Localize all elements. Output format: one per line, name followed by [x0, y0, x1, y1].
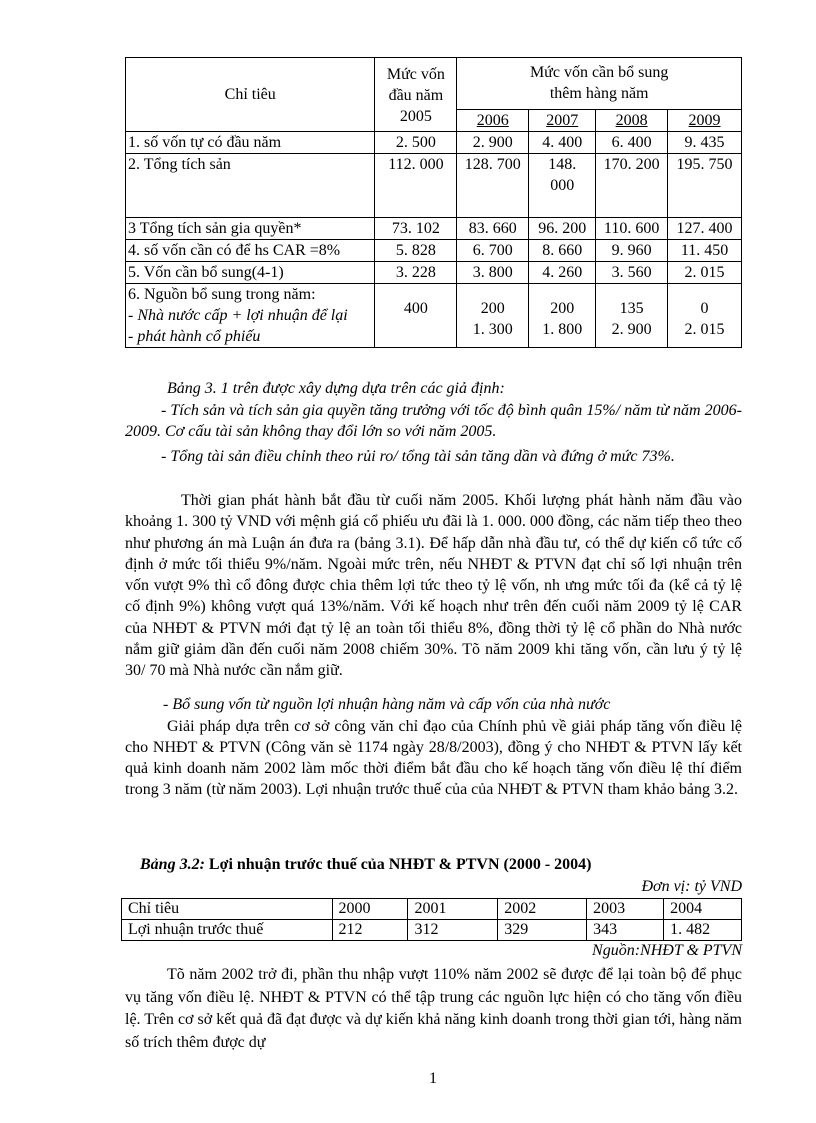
header-base-capital: Mức vốn đầu năm 2005: [375, 58, 457, 132]
header-cell: 2002: [498, 899, 587, 920]
year-header: 2006: [457, 110, 529, 132]
cell-value: 11. 450: [668, 240, 742, 262]
cell-value: 4. 400: [529, 132, 596, 154]
cell-value: 2. 015: [668, 262, 742, 284]
cell-value: 127. 400: [668, 218, 742, 240]
cell-value: 343: [587, 920, 664, 941]
cell-value: 6. 700: [457, 240, 529, 262]
header-cell: 2004: [664, 899, 742, 920]
section-subheading: - Bổ sung vốn từ nguồn lợi nhuận hàng năm và cấp vốn của nhà nước: [163, 696, 611, 713]
cell-value: 0 2. 015: [668, 284, 742, 348]
header-indicator: Chỉ tiêu: [126, 58, 375, 132]
unit-label: Đơn vị: tỷ VND: [641, 878, 742, 895]
cell-value: 112. 000: [375, 154, 457, 218]
cell-value: 6. 400: [596, 132, 668, 154]
cell-value: 128. 700: [457, 154, 529, 218]
table-caption: Bảng 3.2: Lợi nhuận trước thuế của NHĐT & PTVN (2000 - 2004): [140, 856, 592, 873]
table-row: [126, 240, 742, 262]
note-assumption-1: - Tích sản và tích sản gia quyền tăng trưởng với tốc độ bình quân 15%/ năm từ năm 2006-2009. Cơ cấu tài sản không thay đổi lớn so với năm 2005.: [125, 402, 742, 440]
cell-value: 73. 102: [375, 218, 457, 240]
table-row: [122, 920, 742, 941]
cell-value: 83. 660: [457, 218, 529, 240]
profit-table: [121, 898, 742, 941]
cell-value: 110. 600: [596, 218, 668, 240]
row-label: 2. Tổng tích sản: [126, 154, 375, 218]
table-row: [126, 154, 742, 218]
table-header-row: [126, 58, 742, 110]
cell-value: 5. 828: [375, 240, 457, 262]
row-label-sources: 6. Nguồn bổ sung trong năm: - Nhà nước cấp + lợi nhuận để lại - phát hành cổ phiếu: [126, 284, 375, 348]
cell-value: 4. 260: [529, 262, 596, 284]
cell-value: 135 2. 900: [596, 284, 668, 348]
cell-value: 200 1. 800: [529, 284, 596, 348]
cell-value: 96. 200: [529, 218, 596, 240]
cell-value: 1. 482: [664, 920, 742, 941]
paragraph-solution: Giải pháp dựa trên cơ sở công văn chỉ đạo của Chính phủ về giải pháp tăng vốn điều lệ cho NHĐT & PTVN (Công văn sè 1174 ngày 28/8/2003), đồng ý cho NHĐT & PTVN lấy kết quả kinh doanh năm 2002 làm mốc thời điểm bắt đầu cho kế hoạch tăng vốn điều lệ thí điểm trong 3 năm (từ năm 2003). Lợi nhuận trước thuế của của NHĐT & PTVN tham khảo bảng 3.2.: [125, 718, 742, 798]
cell-value: 8. 660: [529, 240, 596, 262]
header-additional-capital: Mức vốn cần bổ sung thêm hàng năm: [457, 58, 742, 110]
row-label: Lợi nhuận trước thuế: [122, 920, 333, 941]
table-row: [126, 284, 742, 348]
cell-value: 170. 200: [596, 154, 668, 218]
row-label: 1. số vốn tự có đầu năm: [126, 132, 375, 154]
cell-value: 3. 228: [375, 262, 457, 284]
year-header: 2007: [529, 110, 596, 132]
cell-value: 9. 960: [596, 240, 668, 262]
header-cell: 2001: [408, 899, 498, 920]
cell-value: 212: [332, 920, 408, 941]
note-assumption-2: - Tổng tài sản điều chỉnh theo rủi ro/ tổng tài sản tăng dần và đứng ở mức 73%.: [161, 448, 675, 465]
header-cell: 2000: [332, 899, 408, 920]
cell-value: 400: [375, 284, 457, 348]
cell-value: 2. 500: [375, 132, 457, 154]
cell-value: 3. 800: [457, 262, 529, 284]
table-row: [126, 132, 742, 154]
page-number: 1: [429, 1070, 437, 1087]
note-assumptions-intro: Bảng 3. 1 trên được xây dựng dựa trên các giả định:: [167, 380, 505, 397]
table-row: [126, 218, 742, 240]
row-label: 5. Vốn cần bổ sung(4-1): [126, 262, 375, 284]
header-cell: Chỉ tiêu: [122, 899, 333, 920]
cell-value: 200 1. 300: [457, 284, 529, 348]
paragraph-issuance: Thời gian phát hành bắt đầu từ cuối năm 2005. Khối lượng phát hành năm đầu vào khoảng 1. 300 tỷ VND với mệnh giá cổ phiếu ưu đãi là 1. 000. 000 đồng, các năm tiếp theo theo như phương án mà Luận án đưa ra (bảng 3.1). Để hấp dẫn nhà đầu tư, có thể dự kiến cổ tức cố định ở mức tối thiểu 9%/năm. Ngoài mức trên, nếu NHĐT & PTVN đạt chỉ số lợi nhuận trên vốn vượt 9% thì cổ đông được chia thêm lợi tức theo tỷ lệ vốn, nh ưng mức tối đa (kể cả tỷ lệ cố định 9%) không vượt quá 13%/năm. Với kế hoạch như trên đến cuối năm 2009 tỷ lệ CAR của NHĐT & PTVN mới đạt tỷ lệ an toàn tối thiểu 8%, đồng thời tỷ lệ cổ phần do Nhà nước nắm giữ giảm dần đến cuối năm 2008 chiếm 30%. Tõ năm 2009 khi tăng vốn, cần lưu ý tỷ lệ 30/ 70 mà Nhà nước cần nắm giữ.: [125, 492, 742, 680]
cell-value: 9. 435: [668, 132, 742, 154]
table-row: [126, 262, 742, 284]
capital-plan-table: [125, 57, 742, 348]
year-header: 2008: [596, 110, 668, 132]
header-cell: 2003: [587, 899, 664, 920]
row-label: 3 Tổng tích sản gia quyền*: [126, 218, 375, 240]
cell-value: 195. 750: [668, 154, 742, 218]
row-label: 4. số vốn cần có để hs CAR =8%: [126, 240, 375, 262]
paragraph-retained-earnings: Tõ năm 2002 trở đi, phần thu nhập vượt 110% năm 2002 sẽ được để lại toàn bộ để phục vụ tăng vốn điều lệ. NHĐT & PTVN có thể tập trung các nguồn lực hiện có cho tăng vốn điều lệ. Trên cơ sở kết quả đã đạt được và dự kiến khả năng kinh doanh trong thời gian tới, hàng năm số trích thêm được dự: [125, 966, 742, 1051]
cell-value: 148. 000: [529, 154, 596, 218]
cell-value: 329: [498, 920, 587, 941]
cell-value: 3. 560: [596, 262, 668, 284]
cell-value: 312: [408, 920, 498, 941]
cell-value: 2. 900: [457, 132, 529, 154]
year-header: 2009: [668, 110, 742, 132]
source-label: Nguồn:NHĐT & PTVN: [592, 942, 742, 959]
table-header-row: [122, 899, 742, 920]
